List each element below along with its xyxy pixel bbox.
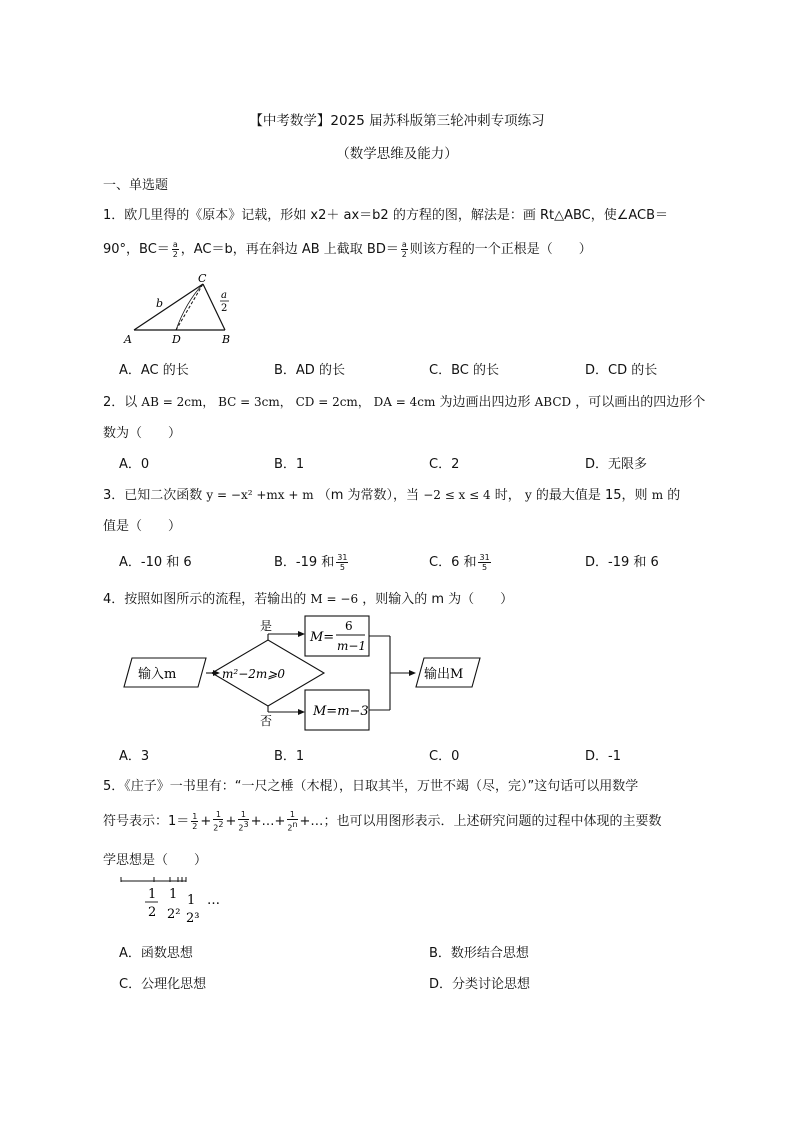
q1-text-c: 则该方程的一个正根是（ ） (409, 242, 592, 257)
q3-math-range: −2 ≤ x ≤ 4 (423, 488, 491, 502)
section-heading: 一、单选题 (103, 178, 169, 193)
q1-option-d[interactable]: D．CD 的长 (585, 363, 658, 378)
q3-option-d[interactable]: D．-19 和 6 (585, 555, 659, 570)
svg-text:M=: M= (310, 630, 335, 645)
flow-condition-label: m²−2m⩾0 (222, 667, 285, 681)
flow-output-label: 输出M (424, 667, 464, 682)
q5-option-c[interactable]: C．公理化思想 (119, 977, 207, 992)
q3-line1: 3．已知二次函数 y = −x² +mx + m （m 为常数），当 −2 ≤ x ≤ 4 时， y 的最大值是 15，则 m 的 (103, 488, 681, 503)
flow-yes-label: 是 (260, 619, 273, 633)
q5-option-d[interactable]: D．分类讨论思想 (429, 977, 531, 992)
label-side-a-num: a (221, 290, 227, 301)
page-title: 【中考数学】2025 届苏科版第三轮冲刺专项练习 (249, 113, 545, 129)
q4-option-a[interactable]: A．3 (119, 749, 150, 764)
q1-option-c[interactable]: C．BC 的长 (429, 363, 499, 378)
q3-line2: 值是（ ） (103, 519, 182, 534)
q3-option-c-fraction: $\frac{31}{5}$ (479, 553, 490, 572)
q1-line1: 1．欧几里得的《原本》记载，形如 x2＋ ax＝b2 的方程的图，解法是：画 Rt△ABC，使∠ACB＝ (103, 208, 669, 223)
q1-fraction-bd: $\frac{a}{2}$ (401, 240, 407, 259)
q4-option-c[interactable]: C．0 (429, 749, 460, 764)
q2-line1: 2．以 AB = 2cm， BC = 3cm， CD = 2cm， DA = 4cm 为边画出四边形 ABCD ，可以画出的四边形个 (103, 395, 706, 410)
q2-math-sides: AB = 2cm， BC = 3cm， CD = 2cm， DA = 4cm (141, 395, 436, 409)
flow-no-label: 否 (260, 714, 273, 728)
label-side-b: b (156, 297, 164, 310)
page-subtitle: （数学思维及能力） (336, 146, 458, 162)
q1-text-a: 90°，BC＝ (103, 242, 170, 257)
q2-line2: 数为（ ） (103, 426, 182, 441)
q5-line1: 5．《庄子》一书里有：“一尺之棰（木棍），日取其半，万世不竭（尽，完）”这句话可以用数学 (103, 779, 639, 794)
q4-option-b[interactable]: B．1 (274, 749, 305, 764)
label-d-point: D (172, 333, 181, 346)
svg-text:6: 6 (345, 619, 353, 633)
q4-math-output: M = −6 (310, 592, 359, 606)
label-b-point: B (222, 333, 231, 346)
q1-triangle-figure (118, 272, 248, 348)
q4-option-d[interactable]: D．-1 (585, 749, 621, 764)
q2-option-c[interactable]: C．2 (429, 457, 460, 472)
q5-line2: 符号表示：1＝ $\frac{1}{2}$ + $\frac{1}{2^2}$ + $\frac{1}{2^3}$ +…+ $\frac{1}{2^n}$ +…；也可以用图形表示．上述研究问题的过程中体现的主要数 (103, 810, 662, 833)
q5-line3: 学思想是（ ） (103, 853, 208, 868)
q2-option-b[interactable]: B．1 (274, 457, 305, 472)
svg-text:m−1: m−1 (337, 639, 367, 653)
svg-text:2: 2 (148, 905, 157, 920)
label-a-point: A (124, 333, 132, 346)
q5-option-a[interactable]: A．函数思想 (119, 946, 193, 961)
q2-math-abcd: ABCD (534, 395, 572, 409)
q5-option-b[interactable]: B．数形结合思想 (429, 946, 529, 961)
q3-math-function: y = −x² +mx + m (206, 488, 314, 502)
q3-option-c[interactable]: C．6 和 $\frac{31}{5}$ (429, 553, 490, 572)
svg-text:M=m−3: M=m−3 (313, 704, 369, 719)
q1-option-a[interactable]: A．AC 的长 (119, 363, 189, 378)
q1-line2 (103, 238, 592, 259)
svg-text:1: 1 (187, 893, 196, 908)
svg-text:…: … (207, 893, 220, 908)
q5-stick-figure (118, 874, 228, 928)
label-side-a-den: 2 (221, 303, 228, 314)
q1-fraction-bc: $\frac{a}{2}$ (172, 240, 178, 259)
flow-input-label: 输入m (138, 667, 177, 682)
svg-text:2³: 2³ (186, 911, 200, 926)
q1-option-b[interactable]: B．AD 的长 (274, 363, 345, 378)
svg-text:2²: 2² (167, 907, 181, 922)
q4-line1: 4．按照如图所示的流程，若输出的 M = −6 ，则输入的 m 为（ ） (103, 592, 514, 607)
svg-text:1: 1 (169, 887, 178, 902)
q1-text-b: ，AC＝b，再在斜边 AB 上截取 BD＝ (180, 242, 399, 257)
q3-option-a[interactable]: A．-10 和 6 (119, 555, 192, 570)
q2-option-d[interactable]: D．无限多 (585, 457, 648, 472)
q2-option-a[interactable]: A．0 (119, 457, 150, 472)
label-c-point: C (198, 272, 207, 285)
q3-option-b-fraction: $\frac{31}{5}$ (337, 553, 348, 572)
svg-text:1: 1 (148, 887, 157, 902)
q3-option-b[interactable]: B．-19 和 $\frac{31}{5}$ (274, 553, 348, 572)
q4-flowchart (118, 612, 488, 734)
